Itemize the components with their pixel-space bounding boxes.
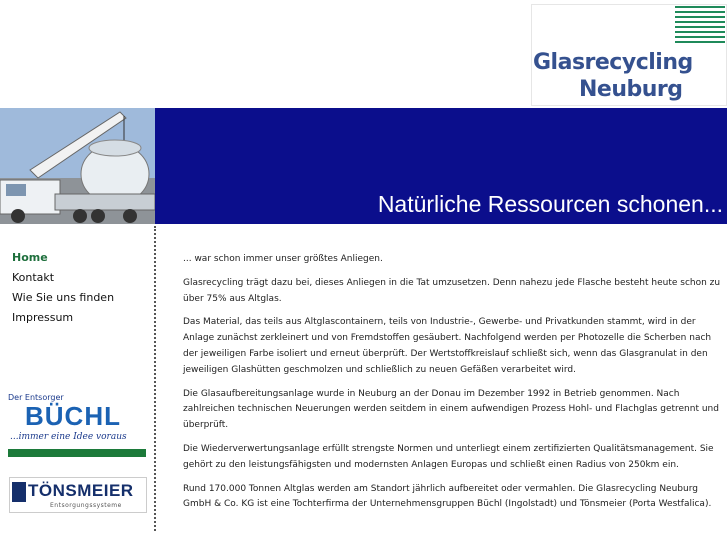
content-paragraph: ... war schon immer unser größtes Anliegen. bbox=[183, 254, 383, 264]
buechl-name: BÜCHL bbox=[25, 401, 121, 431]
buechl-small-text: Der Entsorger bbox=[8, 393, 64, 402]
toensmeier-mark-icon bbox=[12, 482, 26, 502]
toensmeier-subtitle: Entsorgungssysteme bbox=[50, 502, 122, 509]
content-paragraph: Die Glasaufbereitungsanlage wurde in Neuburg an der Donau im Dezember 1992 in Betrieb genommen. Nach zahlreichen technischen Neuerungen werden seitdem in einem aufwendigen Prozess Hohl- und Flachglas getrennt und überprüft. bbox=[183, 388, 719, 431]
content-paragraph: Die Wiederverwertungsanlage erfüllt strengste Normen und unterliegt einem zertifizierten Qualitätsmanagement. Sie gehört zu den leistungsfähigsten und modernsten Anlagen Europas und schließt einen Radius von 250km ein. bbox=[183, 443, 714, 470]
toensmeier-name: TÖNSMEIER bbox=[28, 481, 134, 500]
buechl-color-bar bbox=[8, 449, 146, 457]
main-navigation bbox=[12, 248, 114, 328]
content-paragraph: Das Material, das teils aus Altglascontainern, teils von Industrie-, Gewerbe- und Privatkunden stammt, wird in der Anlage zunächst zerkleinert und von Fremdstoffen gesäubert. Nachfolgend werden per Photozelle die Scherben nach der jeweiligen Farbe isoliert und erneut überprüft. Der Wertstoffkreislauf schließt sich, wenn das Glasgranulat in den jeweiligen Glashütten geschmolzen und schließlich zu neuen Gefäßen verarbeitet wird. bbox=[183, 317, 712, 375]
hero-banner bbox=[155, 108, 727, 224]
content-paragraph: Glasrecycling trägt dazu bei, dieses Anliegen in die Tat umzusetzen. Denn nahezu jede Flasche besteht heute schon zu über 75% aus Altglas. bbox=[183, 277, 721, 304]
nav-item-home[interactable]: Home bbox=[12, 251, 48, 264]
main-content bbox=[183, 252, 723, 521]
logo-text-line1: Glasrecycling bbox=[533, 50, 693, 75]
site-logo[interactable] bbox=[531, 4, 727, 106]
truck-crane-illustration bbox=[0, 108, 155, 224]
hero-tagline: Natürliche Ressourcen schonen... bbox=[377, 191, 723, 217]
logo-stripes-icon bbox=[675, 6, 725, 46]
nav-item-kontakt[interactable]: Kontakt bbox=[12, 271, 55, 284]
logo-text-line2: Neuburg bbox=[579, 77, 683, 102]
partner-logo-toensmeier[interactable] bbox=[9, 477, 147, 513]
buechl-slogan: ...immer eine Idee voraus bbox=[10, 432, 127, 442]
partner-logo-buechl[interactable] bbox=[8, 393, 146, 457]
nav-item-wie-sie-uns-finden[interactable]: Wie Sie uns finden bbox=[12, 291, 115, 304]
vertical-divider bbox=[154, 226, 156, 531]
nav-item-impressum[interactable]: Impressum bbox=[12, 311, 74, 324]
hero-truck-crane-photo bbox=[0, 108, 155, 224]
content-paragraph: Rund 170.000 Tonnen Altglas werden am Standort jährlich aufbereitet oder vermahlen. Die Glasrecycling Neuburg GmbH & Co. KG ist eine Tochterfirma der Unternehmensgruppen Büchl (Ingolstadt) und Tönsmeier (Porta Westfalica). bbox=[183, 483, 712, 510]
